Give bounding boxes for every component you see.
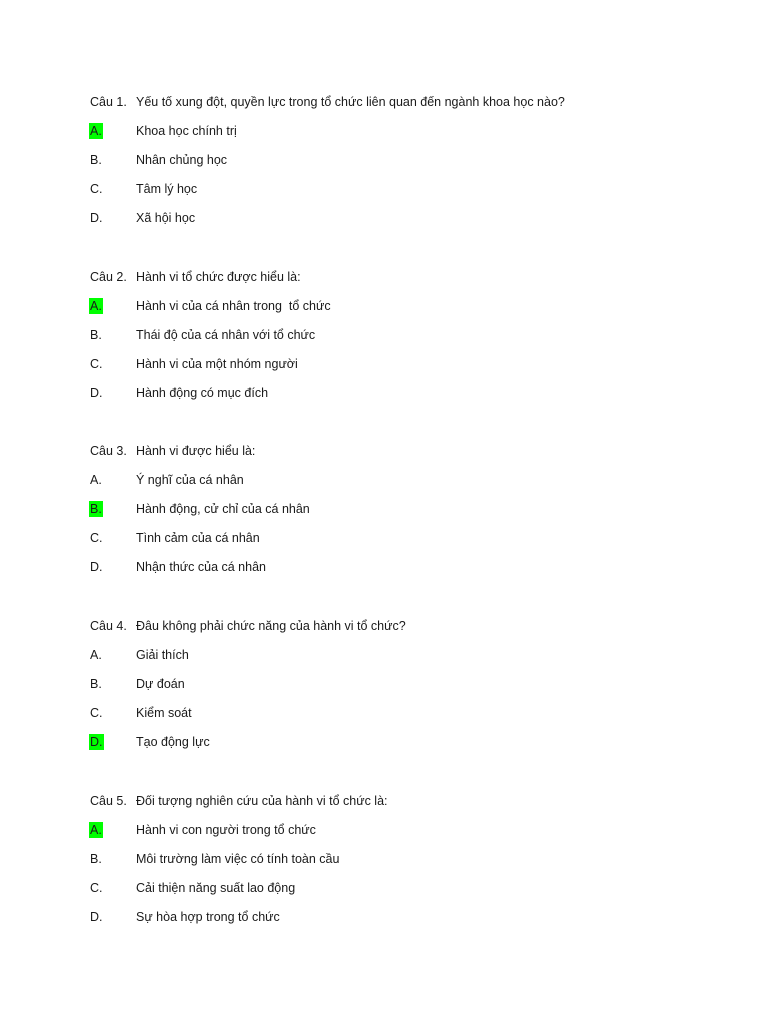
option-d <box>90 559 710 575</box>
question-5 <box>90 793 710 925</box>
option-text: Giải thích <box>136 648 189 662</box>
option-text: Môi trường làm việc có tính toàn cầu <box>136 852 340 866</box>
option-text: Kiểm soát <box>136 706 192 720</box>
option-text: Dự đoán <box>136 677 185 691</box>
option-letter: D. <box>90 910 103 924</box>
option-text: Hành vi của cá nhân trong tổ chức <box>136 299 331 313</box>
option-d <box>90 734 710 750</box>
question-text: Hành vi tổ chức được hiểu là: <box>136 270 301 284</box>
option-letter: C. <box>90 357 103 371</box>
option-letter: A. <box>90 648 102 662</box>
option-b <box>90 327 710 343</box>
option-a <box>90 647 710 663</box>
option-text: Tạo động lực <box>136 735 210 749</box>
option-letter-correct: A. <box>90 823 102 837</box>
option-text: Cải thiện năng suất lao động <box>136 881 296 895</box>
option-b <box>90 676 710 692</box>
question-text: Đối tượng nghiên cứu của hành vi tổ chức là: <box>136 794 388 808</box>
option-c <box>90 880 710 896</box>
question-text: Yếu tố xung đột, quyền lực trong tổ chức liên quan đến ngành khoa học nào? <box>136 95 565 109</box>
option-letter: B. <box>90 852 102 866</box>
option-letter: D. <box>90 560 103 574</box>
option-letter-correct: A. <box>90 124 102 138</box>
option-a <box>90 298 710 314</box>
option-text: Hành động, cử chỉ của cá nhân <box>136 502 310 516</box>
option-d <box>90 385 710 401</box>
option-c <box>90 181 710 197</box>
option-letter: C. <box>90 881 103 895</box>
question-number: Câu 2. <box>90 270 127 284</box>
option-a <box>90 822 710 838</box>
option-text: Hành vi con người trong tổ chức <box>136 823 316 837</box>
question-3 <box>90 443 710 575</box>
option-c <box>90 705 710 721</box>
question-text: Hành vi được hiểu là: <box>136 444 256 458</box>
question-line <box>90 269 710 285</box>
question-number: Câu 4. <box>90 619 127 633</box>
question-line <box>90 443 710 459</box>
option-letter-correct: B. <box>90 502 102 516</box>
option-letter: C. <box>90 531 103 545</box>
option-a <box>90 472 710 488</box>
option-b <box>90 152 710 168</box>
question-line <box>90 618 710 634</box>
question-text: Đâu không phải chức năng của hành vi tổ chức? <box>136 619 406 633</box>
option-text: Sự hòa hợp trong tổ chức <box>136 910 280 924</box>
option-text: Nhân chủng học <box>136 153 228 167</box>
option-letter: C. <box>90 182 103 196</box>
question-2 <box>90 269 710 401</box>
question-number: Câu 1. <box>90 95 127 109</box>
option-c <box>90 530 710 546</box>
option-letter: C. <box>90 706 103 720</box>
option-text: Hành động có mục đích <box>136 386 269 400</box>
option-a <box>90 123 710 139</box>
option-letter: B. <box>90 328 102 342</box>
question-line <box>90 94 710 110</box>
option-text: Hành vi của một nhóm người <box>136 357 298 371</box>
option-text: Xã hội học <box>136 211 196 225</box>
option-d <box>90 909 710 925</box>
option-letter-correct: A. <box>90 299 102 313</box>
option-text: Khoa học chính trị <box>136 124 237 138</box>
question-line <box>90 793 710 809</box>
question-4 <box>90 618 710 750</box>
option-d <box>90 210 710 226</box>
option-b <box>90 501 710 517</box>
question-1 <box>90 94 710 226</box>
option-b <box>90 851 710 867</box>
option-letter: B. <box>90 677 102 691</box>
option-text: Ý nghĩ của cá nhân <box>136 473 244 487</box>
option-letter: B. <box>90 153 102 167</box>
option-text: Tình cảm của cá nhân <box>136 531 260 545</box>
question-number: Câu 3. <box>90 444 127 458</box>
option-letter: D. <box>90 386 103 400</box>
option-text: Thái độ của cá nhân với tổ chức <box>136 328 316 342</box>
option-letter-correct: D. <box>90 735 103 749</box>
option-letter: D. <box>90 211 103 225</box>
option-text: Nhận thức của cá nhân <box>136 560 266 574</box>
option-letter: A. <box>90 473 102 487</box>
option-c <box>90 356 710 372</box>
question-number: Câu 5. <box>90 794 127 808</box>
option-text: Tâm lý học <box>136 182 198 196</box>
